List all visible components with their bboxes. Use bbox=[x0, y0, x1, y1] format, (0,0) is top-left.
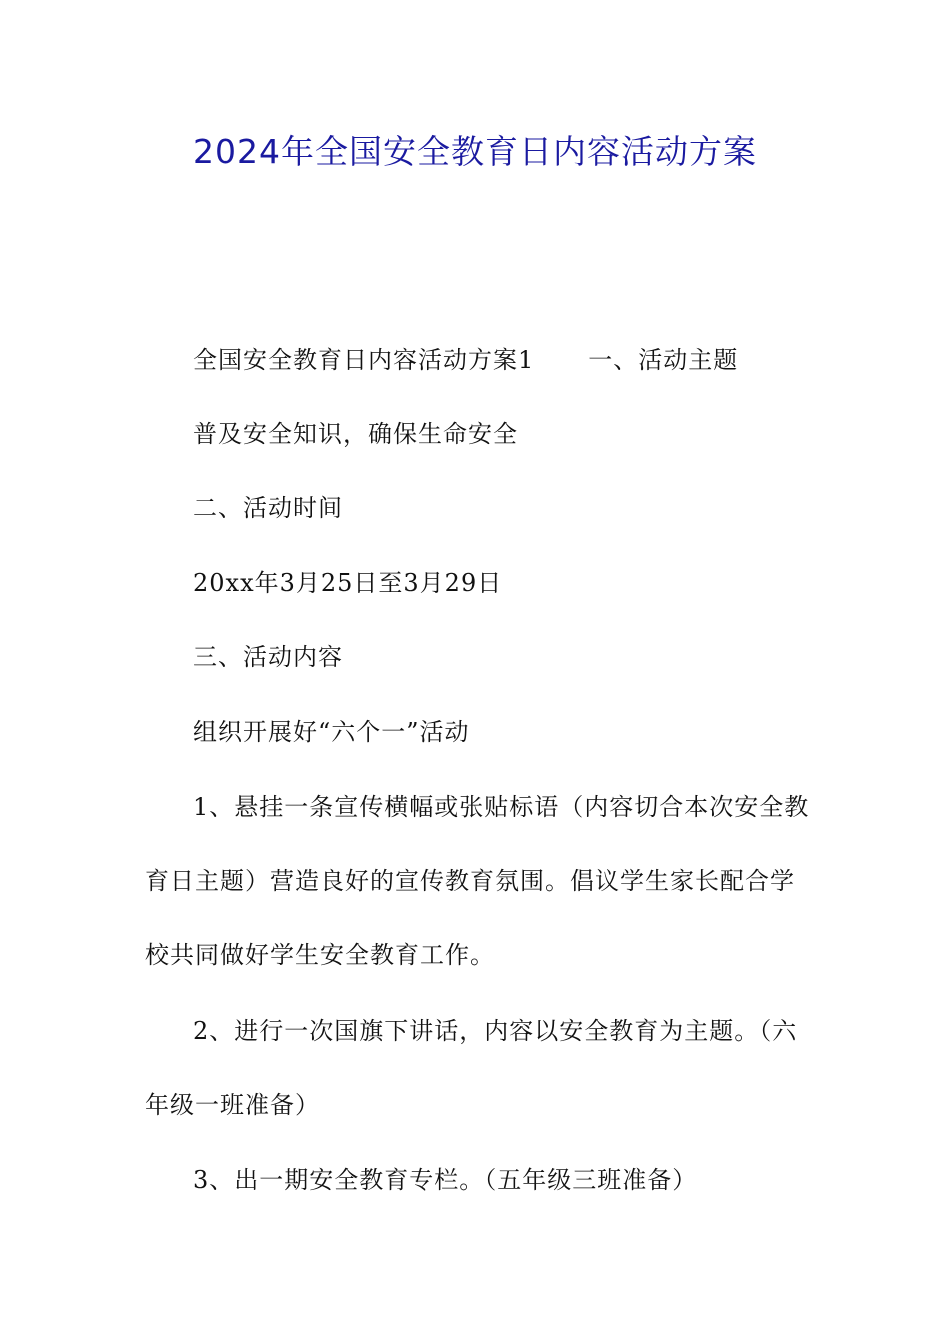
section2-heading: 二、活动时间 bbox=[193, 494, 343, 522]
content-intro: 组织开展好“六个一”活动 bbox=[193, 718, 470, 746]
intro-heading: 全国安全教育日内容活动方案1 bbox=[193, 346, 535, 374]
item-1: 1、悬挂一条宣传横幅或张贴标语（内容切合本次安全教育日主题）营造良好的宣传教育氛围。倡议学生家长配合学校共同做好学生安全教育工作。 bbox=[145, 793, 810, 969]
section1-heading: 一、活动主题 bbox=[588, 346, 739, 374]
item-2: 2、进行一次国旗下讲话，内容以安全教育为主题。（六年级一班准备） bbox=[145, 1017, 798, 1119]
item-3: 3、出一期安全教育专栏。（五年级三班准备） bbox=[193, 1166, 698, 1194]
document-title: 2024年全国安全教育日内容活动方案 bbox=[193, 132, 757, 171]
intro-line bbox=[145, 323, 815, 397]
theme-text: 普及安全知识，确保生命安全 bbox=[193, 420, 518, 448]
section3-heading: 三、活动内容 bbox=[193, 643, 343, 671]
time-text: 20xx年3月25日至3月29日 bbox=[193, 569, 503, 597]
